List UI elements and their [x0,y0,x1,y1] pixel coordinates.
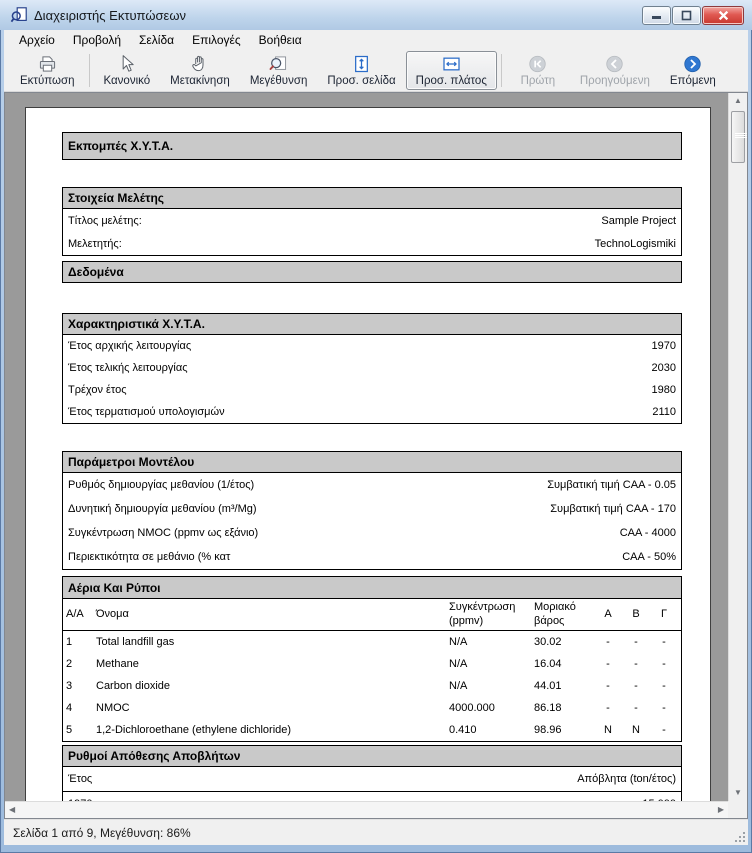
row-label: Περιεκτικότητα σε μεθάνιο (% κατ [68,551,231,563]
zoom-label: Μεγέθυνση [249,75,308,87]
characteristics-row [63,357,681,379]
study-row-label: Τίτλος μελέτης: [68,214,142,227]
col-header: Α [604,607,612,620]
magnifier-icon [268,54,289,74]
characteristics-row [63,379,681,401]
fit-page-icon [351,54,372,74]
menu-view[interactable]: Προβολή [72,33,122,47]
scrollbar-corner [728,801,747,818]
table-row: 4 NMOC 4000.000 86.18 - - - [66,702,666,714]
first-page-label: Πρώτη [520,75,556,87]
gases-header: Αέρια Και Ρύποι [62,576,682,599]
gases-table [62,599,682,742]
titlebar[interactable] [0,0,752,30]
study-row-label: Μελετητής: [68,237,122,250]
next-page-icon [682,54,703,74]
minimize-button[interactable] [642,6,671,25]
minimize-icon [651,11,662,20]
characteristics-row [63,335,681,357]
fit-width-label: Προσ. πλάτος [415,75,487,87]
col-header: Α/Α [66,607,84,620]
row-label: Έτος τερματισμού υπολογισμών [68,406,225,418]
horizontal-scrollbar[interactable] [5,801,728,818]
row-value: 2030 [651,362,676,374]
first-page-icon [527,54,548,74]
col-header: Απόβλητα (ton/έτος) [577,773,676,785]
window-title: Διαχειριστής Εκτυπώσεων [34,7,186,23]
characteristics-header: Χαρακτηριστικά Χ.Υ.Τ.Α. [62,313,682,335]
data-section-header: Δεδομένα [62,261,682,283]
row-label: Τρέχον έτος [68,384,127,396]
study-row-value: Sample Project [601,214,676,227]
row-label: Συγκέντρωση NMOC (ppmv ως εξάνιο) [68,527,259,539]
hand-icon [189,54,210,74]
row-label: Δυνητική δημιουργία μεθανίου (m³/Mg) [68,503,257,515]
row-value: 1970 [651,340,676,352]
model-parameter-row [63,497,681,521]
printer-icon [37,54,58,74]
gases-column-headers [63,599,681,631]
col-header: Συγκέντρωση (ppmv) [449,601,516,627]
vertical-scrollbar-thumb[interactable] [731,111,745,163]
row-label: Έτος αρχικής λειτουργίας [68,340,192,352]
row-value: CAA - 50% [622,551,676,563]
fit-width-icon [441,54,462,74]
scroll-up-icon[interactable]: ▲ [734,96,742,105]
study-row [63,209,681,232]
row-value: Συμβατική τιμή CAA - 170 [550,503,676,515]
waste-rates-header: Ρυθμοί Απόθεσης Αποβλήτων [62,745,682,767]
zoom-button[interactable] [240,51,318,90]
study-row-value: TechnoLogismiki [594,237,676,250]
pan-button[interactable] [160,51,240,90]
row-value: 2110 [652,406,676,418]
table-row: 1 Total landfill gas N/A 30.02 - - - [66,636,666,648]
menu-options[interactable]: Επιλογές [192,33,241,47]
col-header: Έτος [68,773,93,785]
row-label: Έτος τελικής λειτουργίας [68,362,188,374]
print-button[interactable] [10,51,85,90]
model-parameter-row [63,545,681,569]
client-area [4,30,748,845]
row-value: 1980 [651,384,676,396]
menu-help[interactable]: Βοήθεια [258,33,302,47]
row-value: CAA - 4000 [619,527,676,539]
table-row: 2 Methane N/A 16.04 - - - [66,658,666,670]
model-parameters-section [62,473,682,570]
col-header: Β [632,607,640,620]
previous-page-icon [604,54,625,74]
toolbar [4,50,748,92]
menu-bar [4,30,748,50]
first-page-button[interactable] [506,51,570,90]
scroll-left-icon[interactable]: ◀ [9,805,16,814]
page-status-text: Σελίδα 1 από 9, Μεγέθυνση: 86% [13,825,191,840]
maximize-icon [681,10,692,21]
preview-area [4,92,748,819]
study-row [63,232,681,255]
waste-column-headers [63,767,681,792]
pan-label: Μετακίνηση [170,75,230,87]
fit-page-button[interactable] [317,51,405,90]
row-label: Ρυθμός δημιουργίας μεθανίου (1/έτος) [68,479,255,491]
table-row: 5 1,2-Dichloroethane (ethylene dichloride) 0.410 98.96 N N - [66,724,666,736]
app-icon [10,6,28,24]
document-page [25,107,711,819]
vertical-scrollbar[interactable] [728,93,747,801]
next-page-button[interactable] [660,51,726,90]
characteristics-section [62,335,682,424]
status-bar [4,819,748,845]
row-value: Συμβατική τιμή CAA - 0.05 [547,479,676,491]
fit-page-label: Προσ. σελίδα [327,75,396,87]
thumb-grip-icon [735,133,748,147]
normal-mode-button[interactable] [94,51,161,90]
col-header: Γ [660,607,668,620]
fit-width-button[interactable] [406,51,497,90]
maximize-button[interactable] [672,6,701,25]
print-button-label: Εκτύπωση [20,75,75,87]
resize-grip[interactable] [733,830,747,844]
table-row: 3 Carbon dioxide N/A 44.01 - - - [66,680,666,692]
scroll-right-icon[interactable]: ▶ [717,805,724,814]
cursor-icon [116,54,137,74]
scroll-down-icon[interactable]: ▼ [734,788,742,797]
close-icon [718,10,729,21]
report-title-header: Εκπομπές Χ.Υ.Τ.Α. [62,132,682,160]
menu-page[interactable]: Σελίδα [139,33,175,47]
normal-mode-label: Κανονικό [103,75,151,87]
model-parameters-header: Παράμετροι Μοντέλου [62,451,682,473]
toolbar-separator [501,54,502,87]
study-section [62,209,682,256]
menu-file[interactable]: Αρχείο [19,33,55,47]
previous-page-button[interactable] [570,51,660,90]
next-page-label: Επόμενη [669,75,716,87]
close-button[interactable] [702,6,744,25]
col-header: Όνομα [96,607,129,620]
toolbar-separator [89,54,90,87]
study-section-header: Στοιχεία Μελέτης [62,187,682,209]
characteristics-row [63,401,681,423]
model-parameter-row [63,521,681,545]
col-header: Μοριακό βάρος [534,601,576,627]
previous-page-label: Προηγούμενη [579,75,650,87]
model-parameter-row [63,473,681,497]
